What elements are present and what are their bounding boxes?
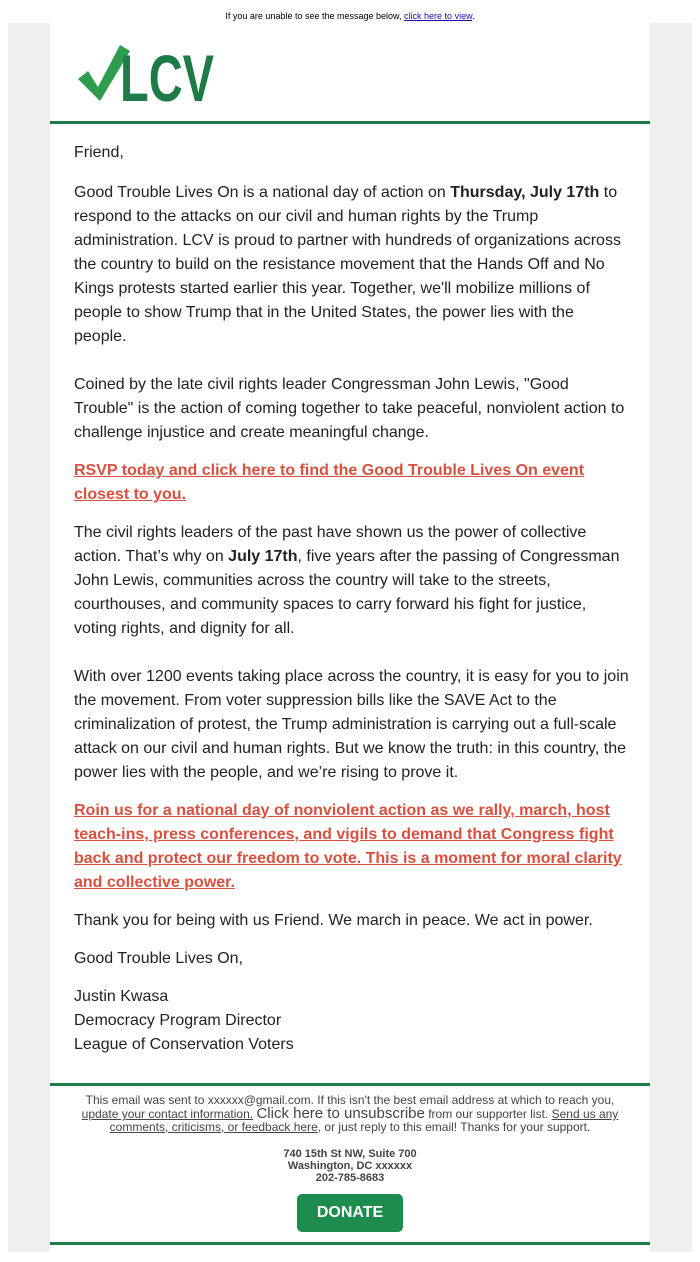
update-contact-link[interactable]: update your contact information.	[81, 1107, 254, 1121]
preheader-text: If you are unable to see the message below,	[225, 11, 402, 21]
paragraph-4: With over 1200 events taking place across the country, it is easy for you to join the movement. From voter suppression bills like the SAVE Act to the criminalization of protest, the Trump administration is carrying out a full-scale attack on our civil and human rights. But we know the truth: in this country, the power lies with the people, and we’re rising to prove it.	[74, 668, 629, 781]
donate-button[interactable]: DONATE	[297, 1194, 403, 1232]
cta-join	[74, 799, 630, 895]
rsvp-link[interactable]: RSVP today and click here to find the Good Trouble Lives On event closest to you.	[74, 462, 585, 503]
cta-rsvp	[74, 459, 630, 507]
logo-text: LCV	[120, 41, 214, 115]
footer-divider-top	[50, 1083, 650, 1086]
feedback-link[interactable]: Send us any comments, criticisms, or feedback here	[109, 1107, 619, 1134]
lcv-logo[interactable]	[76, 41, 216, 115]
footer-divider-bottom	[50, 1242, 650, 1245]
reply-text: , or just reply to this email! Thanks for your support.	[317, 1120, 591, 1134]
phone-number: 202-785-8683	[315, 1172, 385, 1184]
greeting: Friend,	[74, 144, 124, 161]
signer-title: Democracy Program Director	[74, 1012, 282, 1029]
header-divider	[50, 121, 650, 124]
paragraph-2: Coined by the late civil rights leader Congressman John Lewis, "Good Trouble" is the action of coming together to take peaceful, nonviolent action to challenge injustice and create meaningful change.	[74, 376, 625, 441]
signature	[74, 985, 630, 1057]
paragraph-3: The civil rights leaders of the past have shown us the power of collective action. That’s why on July 17th, five years after the passing of Congressman John Lewis, communities across the country will take to the streets, courthouses, and community spaces to carry forward his fight for justice, voting rights, and dignity for all.	[74, 524, 620, 637]
sent-to-text: This email was sent to xxxxxx@gmail.com. If this isn't the best email address at which to reach you,	[85, 1093, 615, 1107]
closing: Good Trouble Lives On,	[74, 950, 243, 967]
address-line-1: 740 15th St NW, Suite 700	[283, 1148, 417, 1160]
paragraph-5: Thank you for being with us Friend. We march in peace. We act in power.	[74, 912, 593, 929]
email-card	[50, 23, 650, 1252]
paragraph-1: Good Trouble Lives On is a national day of action on Thursday, July 17th to respond to the attacks on our civil and human rights by the Trump administration. LCV is proud to partner with hundreds of organizations across the country to build on the resistance movement that the Hands Off and No Kings protests started earlier this year. Together, we'll mobilize millions of people to show Trump that in the United States, the power lies with the people.	[74, 184, 621, 345]
address-line-2: Washington, DC xxxxxx	[287, 1160, 413, 1172]
unsubscribe-link[interactable]: Click here to unsubscribe	[256, 1105, 425, 1122]
event-date: Thursday, July 17th	[450, 184, 600, 201]
email-body	[74, 141, 630, 1057]
july-17-bold: July 17th	[228, 548, 298, 565]
footer	[64, 1094, 636, 1232]
from-list-text: from our supporter list.	[424, 1107, 552, 1121]
email-background	[8, 23, 692, 1252]
signer-org: League of Conservation Voters	[74, 1036, 294, 1053]
signer-name: Justin Kwasa	[74, 988, 169, 1005]
preheader	[0, 11, 700, 21]
join-link[interactable]: Roin us for a national day of nonviolent action as we rally, march, host teach-ins, press conferences, and vigils to demand that Congress fight back and protect our freedom to vote. This is a moment for moral clarity and collective power.	[74, 802, 622, 891]
view-online-link[interactable]: click here to view	[404, 11, 473, 21]
mailing-address	[64, 1148, 636, 1184]
preheader-end: .	[472, 11, 475, 21]
